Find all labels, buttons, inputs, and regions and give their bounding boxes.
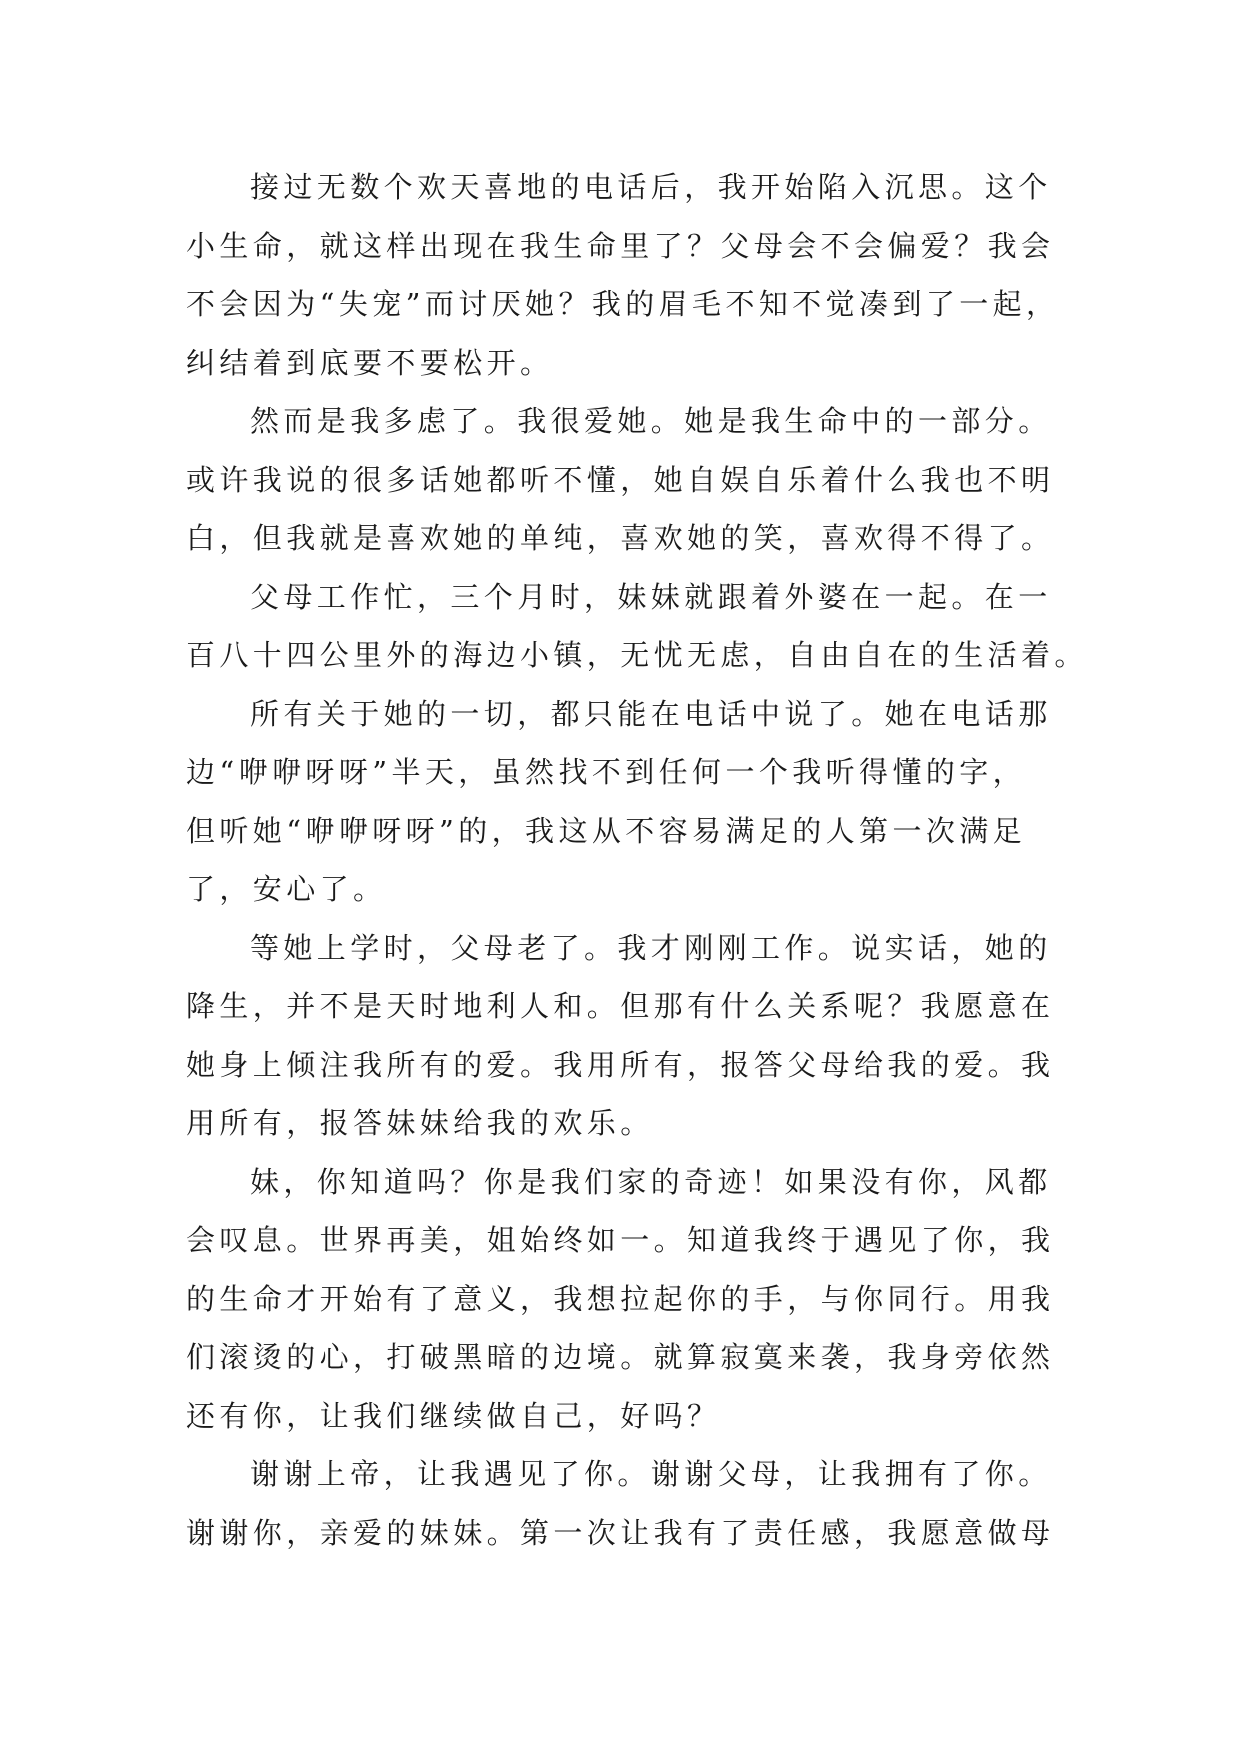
document-body <box>186 158 1088 1562</box>
text-line: 降生，并不是天时地利人和。但那有什么关系呢？我愿意在 <box>186 989 1055 1023</box>
paragraph-5 <box>186 919 1066 1153</box>
paragraph-4 <box>186 685 1066 919</box>
text-line: 白，但我就是喜欢她的单纯，喜欢她的笑，喜欢得不得了。 <box>186 521 1055 555</box>
text-line: 但听她“咿咿呀呀”的，我这从不容易满足的人第一次满足 <box>186 813 1027 848</box>
paragraph-1 <box>186 158 1066 392</box>
paragraph-7 <box>186 1445 1066 1562</box>
text-line: 妹，你知道吗？你是我们家的奇迹！如果没有你，风都 <box>250 1164 1052 1199</box>
text-line: 用所有，报答妹妹给我的欢乐。 <box>186 1106 654 1140</box>
text-line: 纠结着到底要不要松开。 <box>186 345 554 380</box>
text-line: 等她上学时，父母老了。我才刚刚工作。说实话，她的 <box>250 930 1052 965</box>
text-line: 百八十四公里外的海边小镇，无忧无虑，自由自在的生活着。 <box>186 638 1088 672</box>
paragraph-3 <box>186 568 1088 685</box>
text-line: 了，安心了。 <box>186 872 387 906</box>
text-line: 会叹息。世界再美，姐始终如一。知道我终于遇见了你，我 <box>186 1223 1055 1257</box>
text-line: 父母工作忙，三个月时，妹妹就跟着外婆在一起。在一 <box>250 579 1052 614</box>
text-line: 小生命，就这样出现在我生命里了？父母会不会偏爱？我会 <box>186 228 1055 263</box>
text-line: 她身上倾注我所有的爱。我用所有，报答父母给我的爱。我 <box>186 1047 1055 1082</box>
text-line: 谢谢你，亲爱的妹妹。第一次让我有了责任感，我愿意做母 <box>186 1515 1055 1550</box>
text-line: 不会因为“失宠”而讨厌她？我的眉毛不知不觉凑到了一起， <box>186 287 1060 321</box>
text-line: 所有关于她的一切，都只能在电话中说了。她在电话那 <box>250 696 1052 731</box>
text-line: 的生命才开始有了意义，我想拉起你的手，与你同行。用我 <box>186 1281 1055 1316</box>
text-line: 然而是我多虑了。我很爱她。她是我生命中的一部分。 <box>250 404 1052 438</box>
text-line: 还有你，让我们继续做自己，好吗？ <box>186 1398 721 1433</box>
text-line: 接过无数个欢天喜地的电话后，我开始陷入沉思。这个 <box>250 170 1052 204</box>
paragraph-2 <box>186 392 1066 568</box>
text-line: 谢谢上帝，让我遇见了你。谢谢父母，让我拥有了你。 <box>250 1457 1052 1491</box>
paragraph-6 <box>186 1153 1066 1446</box>
text-line: 边“咿咿呀呀”半天，虽然找不到任何一个我听得懂的字， <box>186 755 1027 789</box>
text-line: 们滚烫的心，打破黑暗的边境。就算寂寞来袭，我身旁依然 <box>186 1340 1055 1374</box>
text-line: 或许我说的很多话她都听不懂，她自娱自乐着什么我也不明 <box>186 462 1055 497</box>
